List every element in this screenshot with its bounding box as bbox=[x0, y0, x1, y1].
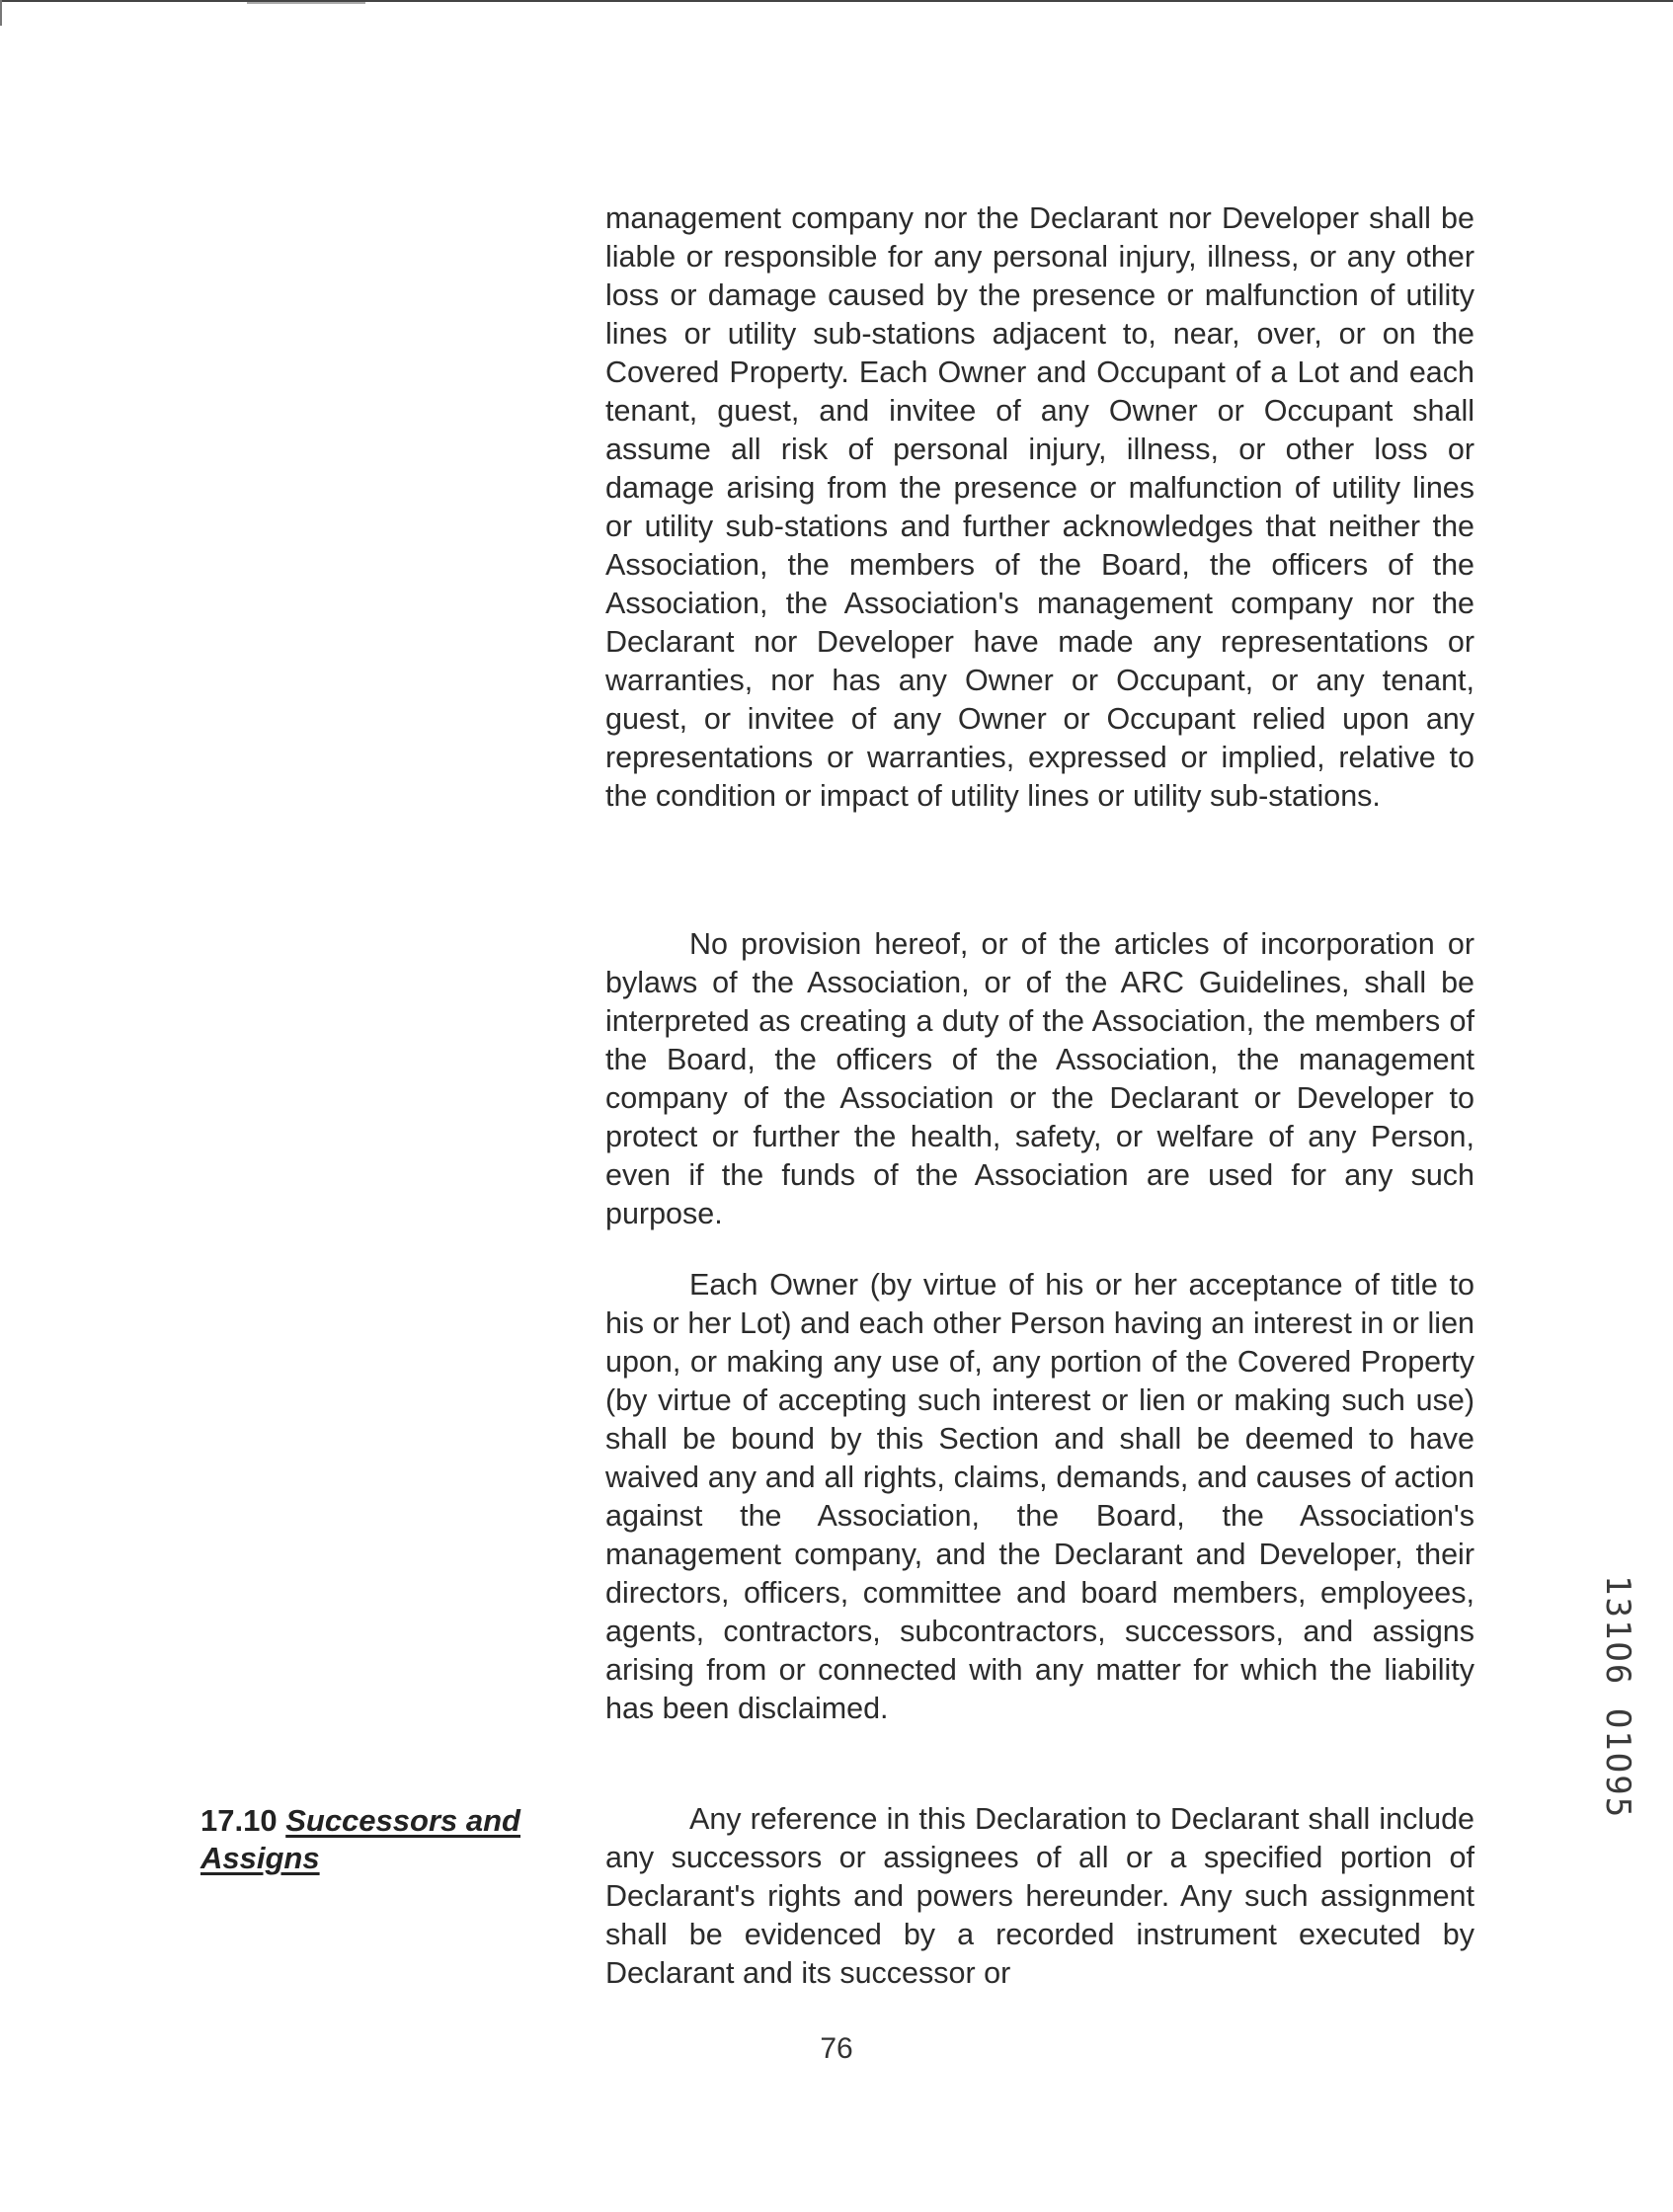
paragraph-text: Any reference in this Declaration to Declarant shall include any successors or assignees of all or a specified portion of Declarant's rights and powers hereunder. Any such assignment shall be evidenced by a recorded instrument executed by Declarant and its successor or bbox=[605, 1802, 1474, 1990]
body-paragraph-4 bbox=[605, 1800, 1474, 1993]
recording-number-text: 131O6 O1O95 bbox=[1598, 1575, 1637, 1820]
section-title: Successors and Assigns bbox=[200, 1803, 520, 1875]
body-paragraph-3 bbox=[605, 1266, 1474, 1728]
section-number: 17.10 bbox=[200, 1803, 278, 1838]
recording-number-stamp bbox=[1598, 1575, 1645, 1842]
page-number: 76 bbox=[820, 2032, 853, 2065]
body-paragraph-1 bbox=[605, 199, 1474, 816]
section-heading-17-10 bbox=[200, 1802, 576, 1877]
paragraph-text: No provision hereof, or of the articles of incorporation or bylaws of the Association, or of the ARC Guidelines, shall be interpreted as creating a duty of the Association, the members of the Board, the officers of the Association, the management company of the Association or the Declarant or Developer to protect or further the health, safety, or welfare of any Person, even if the funds of the Association are used for any such purpose. bbox=[605, 927, 1474, 1230]
paragraph-text: Each Owner (by virtue of his or her acceptance of title to his or her Lot) and each other Person having an interest in or lien upon, or making any use of, any portion of the Covered Property (by virtue of accepting such interest or lien or making such use) shall be bound by this Section and shall be deemed to have waived any and all rights, claims, demands, and causes of action against the Association, the Board, the Association's management company, and the Declarant and Developer, their directors, officers, committee and board members, employees, agents, contractors, subcontractors, successors, and assigns arising from or connected with any matter for which the liability has been disclaimed. bbox=[605, 1268, 1474, 1725]
paragraph-text: management company nor the Declarant nor Developer shall be liable or responsible for any personal injury, illness, or any other loss or damage caused by the presence or malfunction of utility lines or utility sub-stations adjacent to, near, over, or on the Covered Property. Each Owner and Occupant of a Lot and each tenant, guest, and invitee of any Owner or Occupant shall assume all risk of personal injury, illness, or other loss or damage arising from the presence or malfunction of utility lines or utility sub-stations and further acknowledges that neither the Association, the members of the Board, the officers of the Association, the Association's management company nor the Declarant nor Developer have made any representations or warranties, nor has any Owner or Occupant, or any tenant, guest, or invitee of any Owner or Occupant relied upon any representations or warranties, expressed or implied, relative to the condition or impact of utility lines or utility sub-stations. bbox=[605, 201, 1474, 813]
body-paragraph-2 bbox=[605, 925, 1474, 1233]
left-edge-mark bbox=[0, 0, 2, 26]
scan-artifact-mark bbox=[247, 2, 365, 4]
